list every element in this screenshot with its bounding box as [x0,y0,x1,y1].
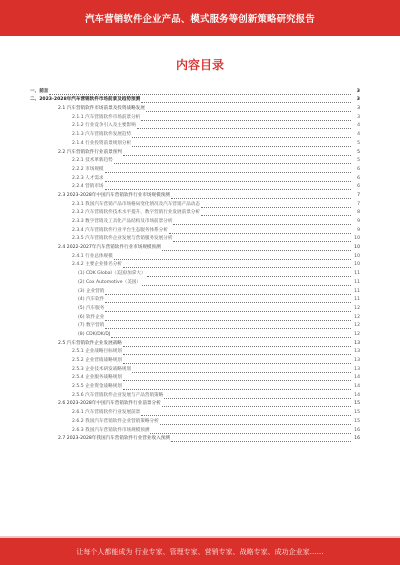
toc-leader-dots [171,437,351,442]
toc-entry-page: 9 [357,219,360,224]
toc-entry-label: 2.2.1 技术革新趋势 [72,158,113,164]
toc-leader-dots [123,350,351,355]
toc-leader-dots [162,246,351,251]
toc-entry-label: 2.3 2023-2028年中国汽车营销软件行业市场规模预测 [58,192,170,198]
toc-entry[interactable] [30,329,360,338]
header-bar [0,0,400,36]
toc-leader-dots [123,376,351,381]
toc-entry-page: 5 [357,149,360,155]
toc-entry-page: 14 [354,375,360,381]
toc-entry-page: 10 [354,236,360,242]
toc-leader-dots [111,333,351,338]
toc-entry-label: 2.3.3 数字营销及工具化产品结构及市场前景分析 [72,219,173,224]
toc-entry-label: 2.5.5 企业资金战略规划 [72,384,122,390]
toc-leader-dots [123,263,351,268]
toc-entry-page: 6 [357,175,360,181]
toc-entry-label: 2.2 汽车营销软件行业前景预判 [58,149,122,155]
toc-leader-dots [142,281,351,286]
toc-entry[interactable] [30,268,360,277]
toc-leader-dots [141,116,351,121]
toc-leader-dots [171,194,351,199]
toc-entry-label: 2.5.2 企业营销战略规划 [72,358,122,363]
toc-entry-label: 2.6.1 汽车营销软件行业发展前景 [72,410,141,416]
toc-leader-dots [160,420,351,425]
toc-entry[interactable] [30,121,360,130]
toc-entry-label: (8) CDK/DK/DJ [78,331,111,337]
toc-entry-page: 12 [354,331,360,337]
toc-entry-page: 3 [356,88,360,94]
toc-entry[interactable] [30,425,360,434]
toc-leader-dots [162,402,351,407]
toc-entry-label: (7) 数字营销 [78,323,105,329]
toc-leader-dots [105,298,351,303]
toc-entry-label: 2.3.4 汽车营销软件行业平台生态服务体系分析 [72,227,168,233]
toc-entry[interactable] [30,338,360,347]
toc-leader-dots [132,133,351,138]
toc-leader-dots [49,90,351,95]
toc-entry-label: 2.4.1 行业总体规模 [72,253,113,259]
toc-entry[interactable] [30,303,360,312]
toc-leader-dots [164,394,351,399]
toc-entry[interactable] [30,286,360,295]
toc-entry-page: 13 [354,349,360,355]
toc-entry[interactable] [30,199,360,208]
toc-leader-dots [147,272,351,277]
toc-entry-page: 4 [357,132,360,138]
toc-entry[interactable] [30,173,360,182]
toc-entry[interactable] [30,277,360,286]
toc-entry-label: 2.1.1 汽车营销软件市场前景分析 [72,114,141,120]
toc-entry-page: 9 [357,227,360,233]
toc-leader-dots [201,211,351,216]
toc-entry-page: 15 [354,418,360,424]
toc-entry[interactable] [30,86,360,95]
toc-entry-label: (1) CDK Global（美国/加拿大） [78,271,146,277]
table-of-contents [30,86,360,442]
toc-entry-label: (2) Cox Automotive（美国） [78,279,141,285]
toc-leader-dots [105,168,351,173]
toc-entry-label: 二、2023-2028年汽车营销软件市场前景及趋势预测 [30,97,141,103]
toc-leader-dots [105,177,351,182]
toc-entry-page: 13 [354,366,360,372]
toc-entry-label: (3) 企业营销 [78,288,105,294]
toc-heading: 内容目录 [175,58,224,72]
toc-entry[interactable] [30,129,360,138]
toc-entry-label: 2.5.6 汽车营销软件企业发展与产品营销策略 [72,392,164,398]
toc-leader-dots [114,159,351,164]
toc-leader-dots [105,290,351,295]
toc-entry-label: 2.1.3 汽车营销软件发展趋势 [72,132,132,138]
toc-leader-dots [132,368,351,373]
toc-leader-dots [114,255,351,260]
toc-entry[interactable] [30,260,360,269]
toc-leader-dots [105,307,351,312]
toc-entry[interactable] [30,355,360,364]
toc-entry-label: 2.7 2023-2028年我国汽车营销软件行业营业收入预测 [58,436,170,442]
toc-entry[interactable] [30,381,360,390]
toc-entry-page: 13 [354,340,360,346]
toc-entry[interactable] [30,321,360,330]
footer-slogan: 让每个人都能成为 行业专家、管理专家、营销专家、战略专家、成功企业家…… [76,548,324,556]
toc-entry[interactable] [30,225,360,234]
toc-entry[interactable] [30,138,360,147]
toc-entry-label: 2.6.2 我国汽车营销软件企业营销策略分析 [72,418,159,424]
toc-entry-page: 11 [354,279,360,285]
toc-entry[interactable] [30,416,360,425]
toc-entry-page: 13 [354,358,360,363]
toc-leader-dots [132,142,351,147]
toc-entry-page: 8 [357,210,360,216]
toc-entry-page: 11 [354,288,360,294]
toc-entry-label: 2.4.2 主要企业排名分析 [72,262,122,268]
toc-entry-page: 3 [357,114,360,120]
toc-entry-label: 2.1 汽车营销软件市场前景及投资战略发展 [58,106,145,112]
toc-leader-dots [141,98,351,103]
toc-entry-page: 11 [354,297,360,303]
toc-entry-label: 2.3.1 我国汽车营销产品市场格局变化情况及汽车营销产品动态 [72,201,200,207]
toc-entry-label: 2.5.3 企业技术研发战略规划 [72,366,132,372]
toc-entry-label: 2.3.5 汽车营销软件企业发展与营销服务发展分析 [72,236,173,242]
toc-entry-page: 11 [354,271,360,277]
toc-entry-page: 12 [354,323,360,329]
toc-entry-label: 2.5.1 企业战略目标规划 [72,349,122,355]
toc-leader-dots [123,151,351,156]
toc-entry[interactable] [30,373,360,382]
toc-entry-page: 4 [357,123,360,129]
toc-entry-page: 6 [357,184,360,190]
toc-entry-page: 12 [354,305,360,311]
toc-entry-page: 16 [354,427,360,433]
toc-entry-page: 14 [354,392,360,398]
toc-entry[interactable] [30,182,360,191]
toc-entry[interactable] [30,434,360,443]
toc-entry-page: 7 [357,201,360,207]
toc-entry-label: 2.6 2023-2028年中国汽车营销软件行业前景分析 [58,401,161,407]
toc-entry[interactable] [30,95,360,104]
toc-entry-page: 14 [354,384,360,390]
toc-entry-page: 12 [354,314,360,320]
toc-entry-label: 2.2.4 营销市场 [72,184,104,190]
toc-entry[interactable] [30,216,360,225]
toc-entry-page: 5 [357,158,360,164]
toc-entry[interactable] [30,251,360,260]
toc-leader-dots [123,342,351,347]
toc-entry-label: 2.6.3 我国汽车营销软件市场规模预测 [72,427,150,433]
toc-entry[interactable] [30,112,360,121]
toc-leader-dots [105,324,351,329]
toc-entry[interactable] [30,407,360,416]
toc-entry-page: 15 [354,401,360,407]
toc-entry-page: 3 [356,97,360,103]
toc-entry-label: 2.2.3 人才需求 [72,175,104,181]
toc-entry-label: 2.4 2022-2027年汽车营销软件行业市场规模预测 [58,245,161,251]
toc-leader-dots [123,359,351,364]
toc-entry-label: (6) 软件企业 [78,314,105,320]
toc-entry[interactable] [30,295,360,304]
toc-leader-dots [169,229,351,234]
toc-entry[interactable] [30,242,360,251]
toc-entry-label: 一、前言 [30,88,49,94]
toc-entry[interactable] [30,390,360,399]
toc-leader-dots [141,411,351,416]
toc-leader-dots [150,429,351,434]
toc-entry-label: 2.2.2 市场规模 [72,166,104,172]
footer-bar [0,538,400,565]
toc-entry-label: (5) 汽车服务 [78,305,105,311]
toc-leader-dots [201,203,351,208]
toc-entry-page: 15 [354,410,360,416]
toc-leader-dots [137,124,351,129]
toc-entry[interactable] [30,103,360,112]
toc-entry-page: 10 [354,262,360,268]
toc-entry[interactable] [30,234,360,243]
toc-entry-page: 6 [357,166,360,172]
toc-entry[interactable] [30,312,360,321]
toc-entry[interactable] [30,364,360,373]
toc-entry[interactable] [30,190,360,199]
toc-entry-label: 2.1.2 行业竞争引入及主要影响 [72,123,136,129]
toc-entry-page: 10 [354,245,360,251]
toc-entry-page: 5 [357,140,360,146]
toc-entry-page: 10 [354,253,360,259]
toc-entry-label: 2.3.2 汽车营销软件技术水平提升、数字营销行业发展前景分析 [72,210,200,216]
toc-entry-label: 2.1.4 行业投资前景规划分析 [72,140,132,146]
toc-entry-page: 7 [357,192,360,198]
toc-entry-label: (4) 汽车软件 [78,297,105,303]
toc-entry-label: 2.5 汽车营销软件企业发展战略 [58,340,122,346]
toc-leader-dots [105,316,351,321]
toc-entry[interactable] [30,147,360,156]
report-title: 汽车营销软件企业产品、模式服务等创新策略研究报告 [85,14,315,25]
toc-entry[interactable] [30,399,360,408]
toc-leader-dots [173,237,351,242]
toc-leader-dots [123,385,351,390]
toc-entry-label: 2.5.4 企业服务战略规划 [72,375,122,381]
toc-leader-dots [173,220,351,225]
toc-entry[interactable] [30,156,360,165]
toc-leader-dots [146,107,351,112]
toc-entry[interactable] [30,164,360,173]
toc-entry[interactable] [30,347,360,356]
toc-leader-dots [105,185,351,190]
toc-entry-page: 3 [357,106,360,112]
toc-entry[interactable] [30,208,360,217]
toc-entry-page: 16 [354,436,360,442]
